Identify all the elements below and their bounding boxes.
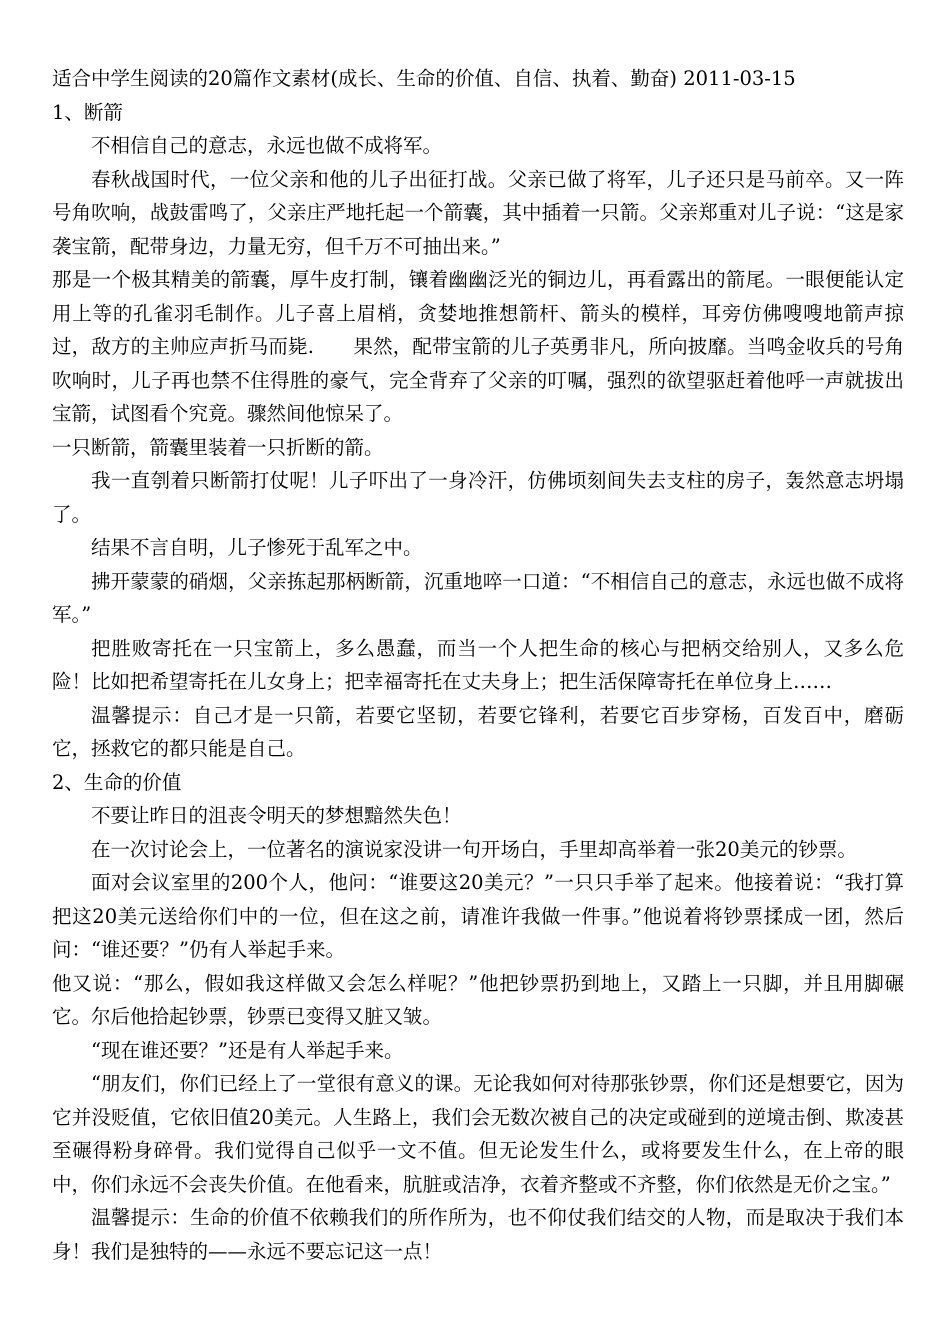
paragraph: 在一次讨论会上，一位著名的演说家没讲一句开场白，手里却高举着一张20美元的钞票。 [91, 837, 857, 861]
tip-paragraph: 温馨提示：生命的价值不依赖我们的所作所为，也不仰仗我们结交的人物，而是取决于我们本身！我们是独特的——永远不要忘记这一点！ [52, 1206, 904, 1263]
paragraph: 把胜败寄托在一只宝箭上，多么愚蠢，而当一个人把生命的核心与把柄交给别人，又多么危险！比如把希望寄托在儿女身上；把幸福寄托在丈夫身上；把生活保障寄托在单位身上…… [52, 636, 904, 693]
section-heading: 2、生命的价值 [52, 770, 182, 794]
tip-paragraph: 温馨提示：自己才是一只箭，若要它坚韧，若要它锋利，若要它百步穿杨，百发百中，磨砺它，拯救它的都只能是自己。 [52, 703, 904, 760]
paragraph: 一只断箭，箭囊里装着一只折断的箭。 [52, 435, 384, 459]
document-title: 适合中学生阅读的20篇作文素材(成长、生命的价值、自信、执着、勤奋) 2011-03-15 [52, 67, 796, 90]
paragraph: 不相信自己的意志，永远也做不成将军。 [91, 134, 443, 157]
paragraph: 我一直刳着只断箭打仗呢！儿子吓出了一身冷汗，仿佛顷刻间失去支柱的房子，轰然意志坍塌了。 [52, 469, 904, 526]
paragraph: “现在谁还要？”还是有人举起手来。 [91, 1038, 404, 1062]
paragraph: “朋友们，你们已经上了一堂很有意义的课。无论我如何对待那张钞票，你们还是想要它，因为它并没贬值，它依旧值20美元。人生路上，我们会无数次被自己的决定或碰到的逆境击倒、欺凌甚至碾得粉身碎骨。我们觉得自己似乎一文不值。但无论发生什么，或将要发生什么，在上帝的眼中，你们永远不会丧失价值。在他看来，肮脏或洁净，衣着齐整或不齐整，你们依然是无价之宝。” [52, 1072, 904, 1196]
paragraph: 结果不言自明，儿子惨死于乱军之中。 [91, 536, 423, 559]
paragraph: 不要让昨日的沮丧令明天的梦想黯然失色！ [91, 804, 462, 827]
paragraph: 他又说：“那么，假如我这样做又会怎么样呢？”他把钞票扔到地上，又踏上一只脚，并且用脚碾它。尔后他拾起钞票，钞票已变得又脏又皱。 [52, 971, 904, 1028]
section-heading: 1、断箭 [52, 100, 123, 124]
paragraph: 春秋战国时代，一位父亲和他的儿子出征打战。父亲已做了将军，儿子还只是马前卒。又一阵号角吹响，战鼓雷鸣了，父亲庄严地托起一个箭囊，其中插着一只箭。父亲郑重对儿子说：“这是家袭宝箭，配带身边，力量无穷，但千万不可抽出来。” [52, 167, 904, 258]
paragraph: 那是一个极其精美的箭囊，厚牛皮打制，镶着幽幽泛光的铜边儿，再看露出的箭尾。一眼便能认定用上等的孔雀羽毛制作。儿子喜上眉梢，贪婪地推想箭杆、箭头的模样，耳旁仿佛嗖嗖地箭声掠过，敌方的主帅应声折马而毙. 果然，配带宝箭的儿子英勇非凡，所向披靡。当鸣金收兵的号角吹响时，儿子再也禁不住得胜的豪气，完全背弃了父亲的叮嘱，强烈的欲望驱赶着他呼一声就拔出宝箭，试图看个究竟。骤然间他惊呆了。 [52, 268, 904, 425]
document-body [52, 62, 904, 1268]
paragraph: 拂开蒙蒙的硝烟，父亲拣起那柄断箭，沉重地啐一口道：“不相信自己的意志，永远也做不成将军。” [52, 569, 904, 626]
paragraph: 面对会议室里的200个人，他问：“谁要这20美元？”一只只手举了起来。他接着说：“我打算把这20美元送给你们中的一位，但在这之前，请准许我做一件事。”他说着将钞票揉成一团，然后问：“谁还要？”仍有人举起手来。 [52, 871, 904, 961]
